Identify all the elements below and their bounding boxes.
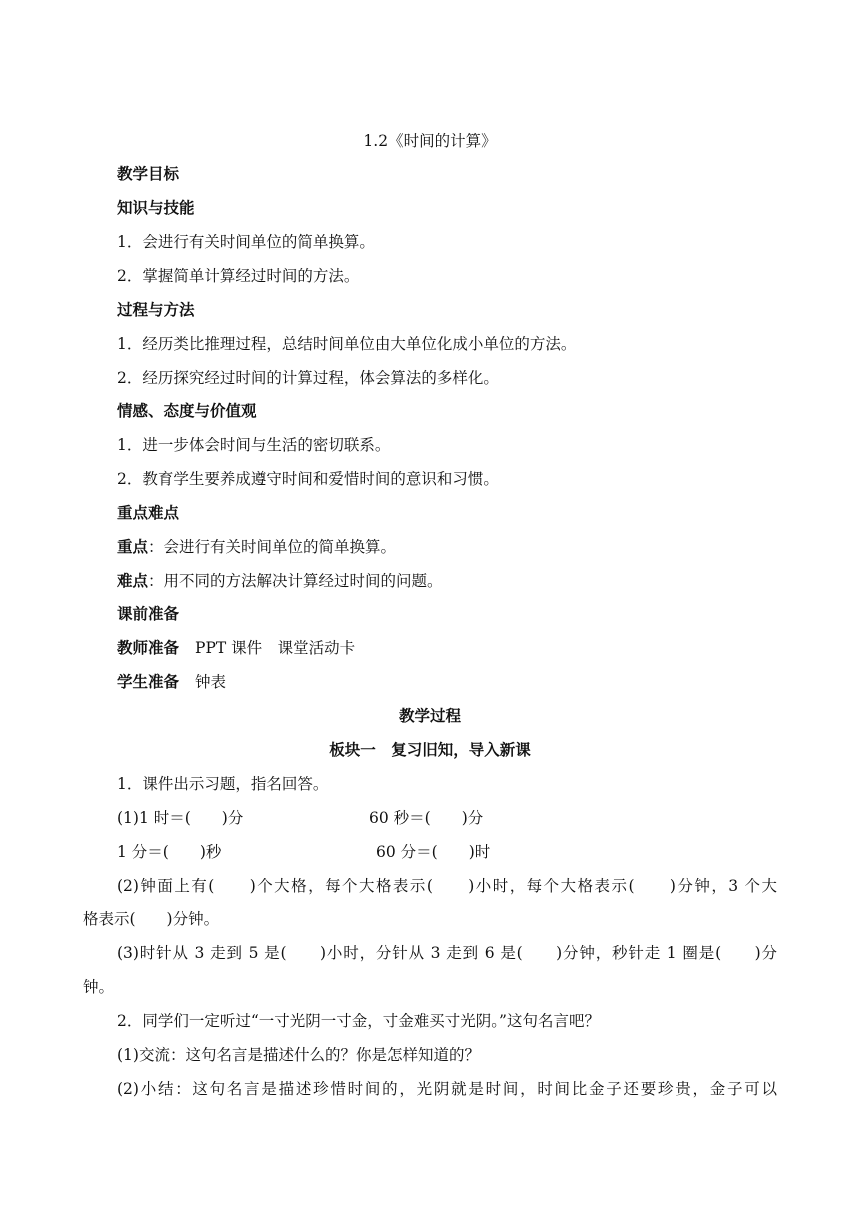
exercise-1d: 60 分＝( )时 xyxy=(376,843,491,861)
goals-heading: 教学目标 xyxy=(117,165,180,183)
prep-heading: 课前准备 xyxy=(117,605,180,623)
student-prep-text: 钟表 xyxy=(195,673,227,691)
key-points-heading: 重点难点 xyxy=(117,504,180,522)
knowledge-item: 2．掌握简单计算经过时间的方法。 xyxy=(117,267,360,285)
key-text: ：会进行有关时间单位的简单换算。 xyxy=(148,538,397,556)
proverb-summary: (2)小结：这句名言是描述珍惜时间的，光阴就是时间，时间比金子还要珍贵，金子可以 xyxy=(117,1080,777,1098)
key-point xyxy=(117,537,396,557)
teacher-prep-label: 教师准备 xyxy=(117,639,180,657)
emotion-heading: 情感、态度与价值观 xyxy=(117,402,257,420)
exercise-1c: 1 分＝( )秒 xyxy=(117,843,222,861)
difficult-text: ：用不同的方法解决计算经过时间的问题。 xyxy=(148,572,443,590)
document-title: 1.2《时间的计算》 xyxy=(363,132,497,150)
exercise-1a: (1)1 时＝( )分 xyxy=(117,809,244,827)
process-heading: 过程与方法 xyxy=(117,301,195,319)
exercise-3-line2: 钟。 xyxy=(83,978,115,996)
emotion-item: 1．进一步体会时间与生活的密切联系。 xyxy=(117,436,391,454)
process-title: 教学过程 xyxy=(398,707,461,725)
process-item: 1．经历类比推理过程，总结时间单位由大单位化成小单位的方法。 xyxy=(117,335,577,353)
exercise-2-line2: 格表示( )分钟。 xyxy=(83,910,220,928)
knowledge-item: 1．会进行有关时间单位的简单换算。 xyxy=(117,233,375,251)
teacher-prep-text: PPT 课件 课堂活动卡 xyxy=(195,639,356,657)
knowledge-heading: 知识与技能 xyxy=(117,199,195,217)
exercise-1b: 60 秒＝( )分 xyxy=(369,809,484,827)
exercise-2-line1: (2)钟面上有( )个大格，每个大格表示( )小时，每个大格表示( )分钟，3 个大 xyxy=(117,877,777,895)
emotion-item: 2．教育学生要养成遵守时间和爱惜时间的意识和习惯。 xyxy=(117,470,499,488)
process-item: 2．经历探究经过时间的计算过程，体会算法的多样化。 xyxy=(117,369,499,387)
proverb-discussion: (1)交流：这句名言是描述什么的？你是怎样知道的？ xyxy=(117,1046,480,1064)
student-prep-label: 学生准备 xyxy=(117,673,180,691)
exercise-3-line1: (3)时针从 3 走到 5 是( )小时，分针从 3 走到 6 是( )分钟，秒针走 1 圈是( )分 xyxy=(117,944,777,962)
difficult-point xyxy=(117,571,443,591)
key-label: 重点 xyxy=(117,538,149,556)
section1-title: 板块一 复习旧知，导入新课 xyxy=(329,741,531,759)
exercise-intro: 1．课件出示习题，指名回答。 xyxy=(117,775,329,793)
proverb-intro: 2．同学们一定听过“一寸光阴一寸金，寸金难买寸光阴。”这句名言吧？ xyxy=(117,1012,600,1030)
student-prep xyxy=(117,672,226,692)
difficult-label: 难点 xyxy=(117,572,149,590)
teacher-prep xyxy=(117,638,355,658)
